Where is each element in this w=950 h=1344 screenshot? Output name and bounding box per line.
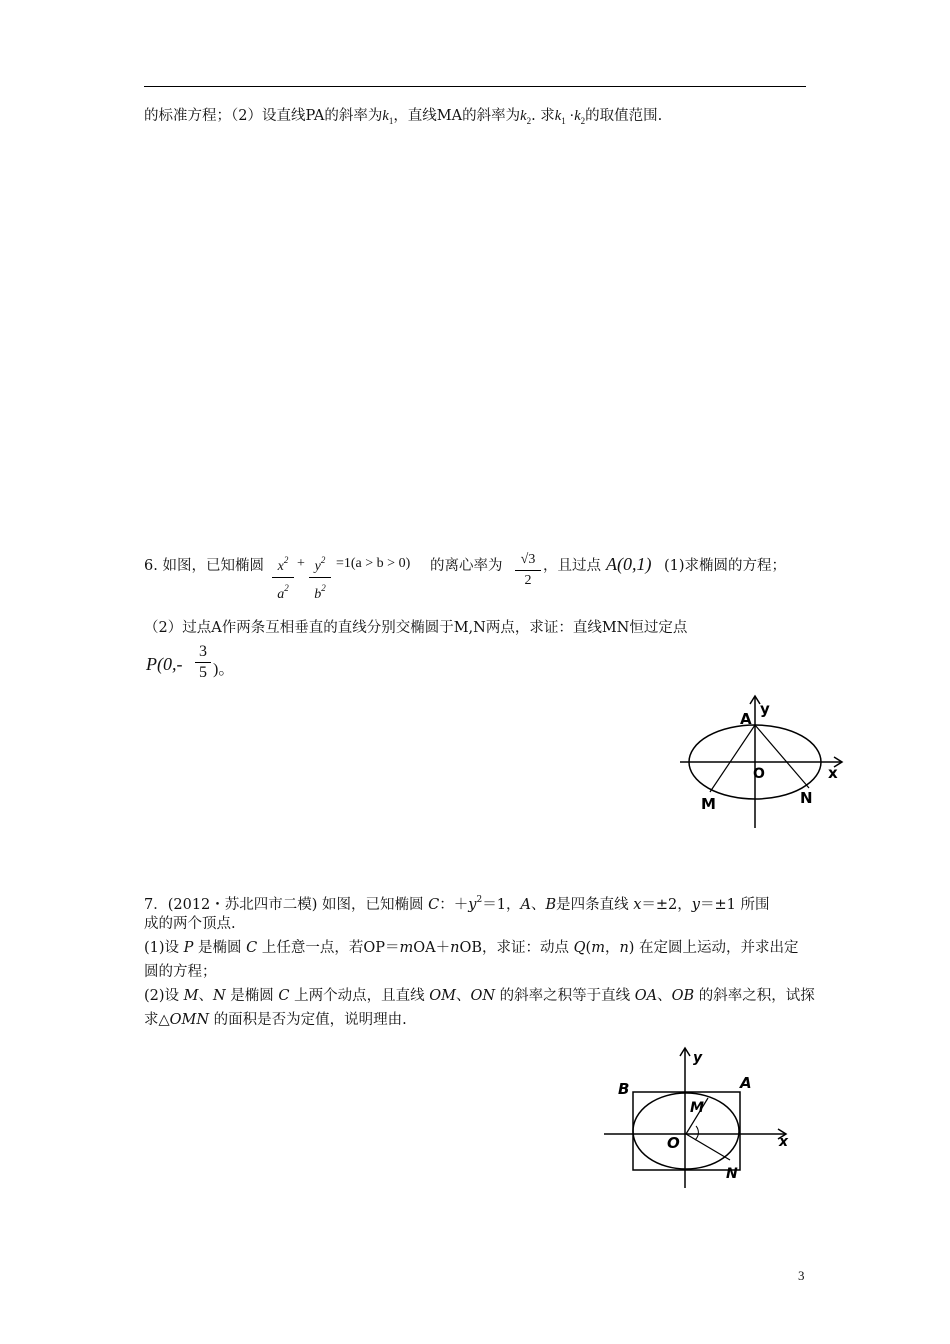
text: 的斜率之积等于直线 (495, 988, 635, 1004)
text: OB，求证：动点 (459, 940, 574, 956)
var-n: n (619, 940, 629, 956)
a-den: a (277, 587, 285, 602)
ecc-den: 2 (524, 573, 532, 588)
k1b: k (554, 108, 562, 124)
point-A: A(0,1) (606, 554, 652, 574)
figure-ellipse-AMN (676, 692, 846, 832)
problem-7-line-3 (144, 938, 799, 958)
point-P-prefix: P(0,- (146, 654, 183, 674)
label-B: B (618, 1080, 630, 1098)
var-x: x (633, 897, 642, 913)
text: 、 (198, 988, 214, 1004)
label-O: O (667, 1134, 680, 1152)
label-A: A (740, 1074, 752, 1092)
label-M: M (701, 795, 716, 813)
text: 、 (455, 988, 471, 1004)
text: ) 在定圆上运动，并求出定 (628, 940, 799, 956)
var-ON: ON (470, 988, 496, 1004)
text: 、 (530, 897, 546, 913)
k1b-sub: 1 (561, 116, 566, 126)
var-C: C (278, 988, 290, 1004)
problem-7-line-5 (144, 986, 815, 1006)
var-Q: Q (573, 940, 586, 956)
var-M: M (183, 988, 199, 1004)
sq: 2 (284, 583, 289, 593)
sup: 2 (476, 895, 483, 905)
header-rule (144, 86, 806, 87)
point-P-suffix: )。 (213, 661, 235, 678)
label-N: N (726, 1166, 738, 1182)
label-x: x (779, 1134, 789, 1150)
text: 上任意一点，若OP＝ (257, 940, 400, 956)
text: ( (585, 940, 592, 956)
var-m: m (591, 940, 605, 956)
var-C: C (246, 940, 258, 956)
text: ：＋ (439, 897, 469, 913)
text: 7．(2012・苏北四市二模) 如图，已知椭圆 (144, 897, 429, 913)
k2-sub: 2 (526, 116, 532, 126)
label-y: y (693, 1050, 703, 1066)
line-AM (710, 725, 755, 792)
text: ，直线MA的斜率为 (393, 108, 521, 124)
ecc-num: √3 (515, 550, 541, 571)
text: (2)设 (144, 988, 184, 1004)
problem-7-line-4: 圆的方程； (144, 964, 217, 980)
var-A: A (520, 897, 531, 913)
text: 的取值范围. (585, 108, 663, 124)
question-2: （2）过点A作两条互相垂直的直线分别交椭圆于M,N两点，求证：直线MN恒过定点 (144, 620, 688, 636)
text: ＝±1 所围 (699, 897, 770, 913)
text: ＝1， (482, 897, 521, 913)
text: 、 (657, 988, 672, 1004)
var-n: n (450, 940, 460, 956)
eccentricity-text: 的离心率为 (430, 558, 503, 574)
plus: + (297, 556, 305, 571)
ellipse (633, 1093, 739, 1169)
y-num: y (314, 559, 321, 574)
problem-7-line-2: 成的两个顶点. (144, 916, 236, 932)
var-B: B (545, 897, 557, 913)
ellipse-condition: =1(a > b > 0) (336, 556, 411, 571)
var-OMN: OMN (169, 1012, 210, 1028)
k2b-sub: 2 (580, 116, 586, 126)
label-x: x (828, 764, 838, 782)
question-1: (1)求椭圆的方程； (664, 558, 787, 574)
dot: · (565, 108, 575, 124)
var-y2: y (691, 897, 700, 913)
k1-sub: 1 (388, 116, 394, 126)
text: 是椭圆 (193, 940, 247, 956)
label-M: M (690, 1100, 704, 1116)
problem-6-prefix: 6. 如图，已知椭圆 (144, 558, 264, 574)
sq: 2 (320, 555, 326, 565)
line-ON (686, 1134, 730, 1160)
text: 的斜率之积，试探 (694, 988, 815, 1004)
text: ＝±2， (641, 897, 692, 913)
angle-mark (695, 1126, 698, 1140)
var-N: N (213, 988, 226, 1004)
point-P-frac (195, 642, 211, 683)
var-y: y (468, 897, 477, 913)
text: 的面积是否为定值，说明理由. (209, 1012, 407, 1028)
text: 上两个动点，且直线 (289, 988, 430, 1004)
label-O: O (753, 766, 765, 782)
var-OM: OM (429, 988, 456, 1004)
problem-5-line (144, 106, 662, 131)
P-den: 5 (199, 664, 207, 681)
k2: k (520, 108, 527, 124)
text: OA＋ (413, 940, 451, 956)
k2b: k (574, 108, 581, 124)
text: 求△ (144, 1012, 170, 1028)
frac-x2-a2 (272, 550, 294, 605)
var-C: C (428, 897, 440, 913)
through-point-text: ，且过点 (543, 558, 601, 574)
problem-7-line-1 (144, 890, 769, 915)
text: 是四条直线 (556, 897, 634, 913)
text: 的标准方程；（2）设直线PA的斜率为 (144, 108, 383, 124)
eccentricity-frac (515, 550, 541, 591)
figure-ellipse-rectangle (600, 1042, 796, 1192)
label-A: A (740, 710, 752, 728)
problem-7-line-6 (144, 1010, 407, 1030)
var-OB: OB (671, 988, 695, 1004)
text: ， (604, 940, 620, 956)
var-OA: OA (634, 988, 658, 1004)
b-den: b (314, 587, 322, 602)
k1: k (382, 108, 389, 124)
sq: 2 (321, 583, 326, 593)
label-y: y (760, 700, 770, 718)
var-P: P (183, 940, 194, 956)
label-N: N (800, 789, 813, 807)
sq: 2 (283, 555, 289, 565)
text: (1)设 (144, 940, 184, 956)
P-num: 3 (195, 642, 211, 663)
frac-y2-b2 (309, 550, 331, 605)
var-m: m (399, 940, 414, 956)
text: . 求 (531, 108, 555, 124)
x-num: x (277, 559, 284, 574)
page-number: 3 (798, 1268, 805, 1283)
text: 是椭圆 (225, 988, 279, 1004)
